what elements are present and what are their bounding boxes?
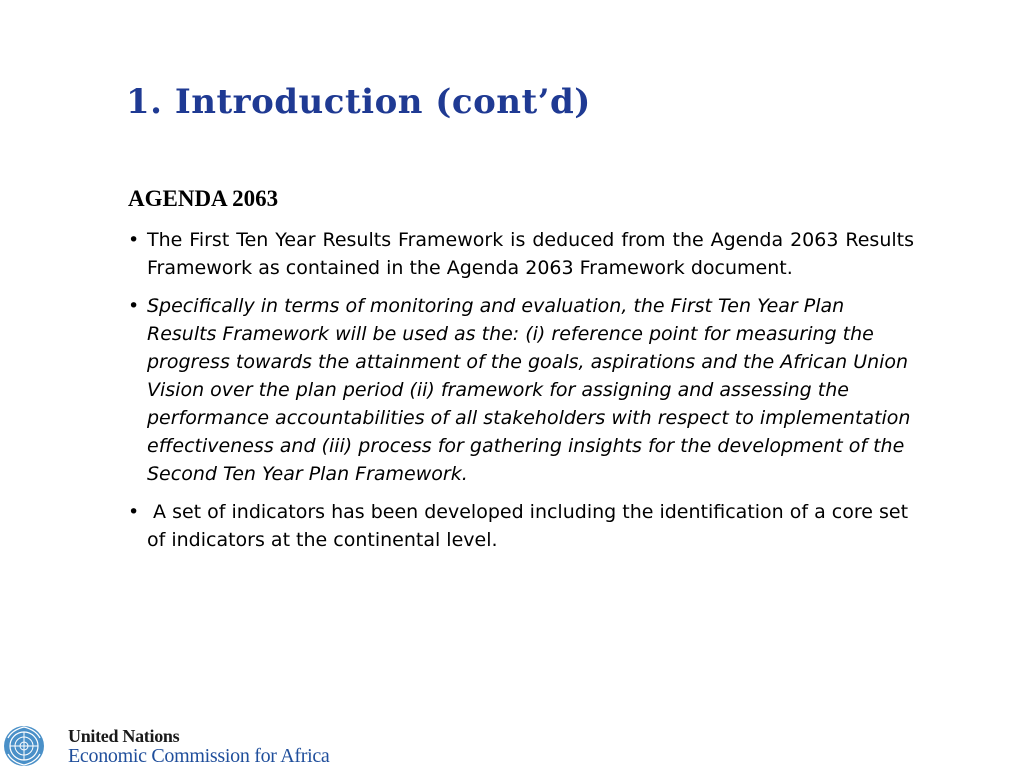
org-name-line2: Economic Commission for Africa: [68, 745, 330, 767]
section-heading: AGENDA 2063: [128, 186, 279, 211]
bullet-item: [128, 498, 914, 554]
bullet-item: [128, 292, 914, 488]
un-emblem-icon: [2, 724, 46, 768]
bullet-mark: •: [128, 229, 140, 251]
bullet-text: The First Ten Year Results Framework is deduced from the Agenda 2063 Results Framework as contained in the Agenda 2063 Framework document.: [147, 229, 914, 279]
org-name-line1: United Nations: [68, 726, 180, 746]
footer-logo: [0, 720, 400, 768]
bullet-item: [128, 226, 914, 282]
bullet-list: [128, 226, 914, 564]
slide-title: 1. Introduction (cont’d): [126, 82, 591, 122]
bullet-mark: •: [128, 501, 140, 523]
bullet-text: Specifically in terms of monitoring and evaluation, the First Ten Year Plan Results Framework will be used as the: (i) reference point for measuring the progress towards the attainment of the goals, aspirations and the African Union Vision over the plan period (ii) framework for assigning and assessing the performance accountabilities of all stakeholders with respect to implementation effectiveness and (iii) process for gathering insights for the development of the Second Ten Year Plan Framework.: [147, 295, 911, 485]
bullet-text: A set of indicators has been developed including the identification of a core set of indicators at the continental level.: [147, 501, 915, 551]
bullet-mark: •: [128, 295, 140, 317]
